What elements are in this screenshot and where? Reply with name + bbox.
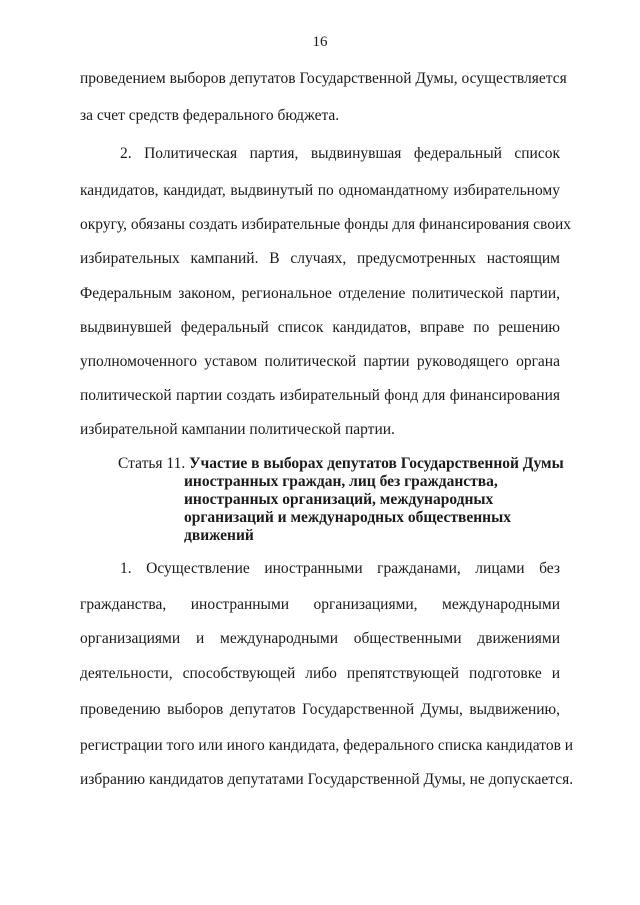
text-line: гражданства, иностранными организациями, международными — [80, 596, 560, 613]
article-title-line: организаций и международных общественных — [184, 509, 511, 526]
article-title-line: иностранных организаций, международных — [184, 491, 494, 508]
text-line: проведению выборов депутатов Государственной Думы, выдвижению, — [80, 701, 560, 718]
text-line: 1. Осуществление иностранными гражданами, лицами без — [120, 560, 560, 577]
text-line: организациями и международными общественными движениями — [80, 630, 560, 647]
page-number: 16 — [312, 34, 328, 50]
text-line: Федеральным законом, региональное отделение политической партии, — [80, 285, 560, 302]
text-line: деятельности, способствующей либо препятствующей подготовке и — [80, 665, 560, 682]
text-line: уполномоченного уставом политической партии руководящего органа — [80, 353, 560, 370]
text-line: избирательных кампаний. В случаях, предусмотренных настоящим — [80, 250, 560, 267]
text-line: политической партии создать избирательный фонд для финансирования — [80, 387, 560, 404]
text-line: регистрации того или иного кандидата, федерального списка кандидатов и — [80, 737, 574, 754]
text-line: проведением выборов депутатов Государственной Думы, осуществляется — [80, 70, 567, 87]
article-label: Статья 11. — [118, 455, 186, 472]
article-heading — [118, 455, 568, 545]
text-line: избирательной кампании политической партии. — [80, 421, 395, 438]
text-line: кандидатов, кандидат, выдвинутый по одномандатному избирательному — [80, 182, 560, 199]
text-line: избранию кандидатов депутатами Государственной Думы, не допускается. — [80, 771, 574, 788]
text-line: выдвинувшей федеральный список кандидатов, вправе по решению — [80, 319, 560, 336]
article-title-line: Участие в выборах депутатов Государственной Думы — [189, 455, 564, 472]
text-line: округу, обязаны создать избирательные фонды для финансирования своих — [80, 216, 571, 233]
text-line: за счет средств федерального бюджета. — [80, 107, 340, 124]
article-title-line: иностранных граждан, лиц без гражданства, — [184, 473, 498, 490]
article-title-line: движений — [184, 527, 254, 544]
text-line: 2. Политическая партия, выдвинувшая федеральный список — [120, 145, 560, 162]
